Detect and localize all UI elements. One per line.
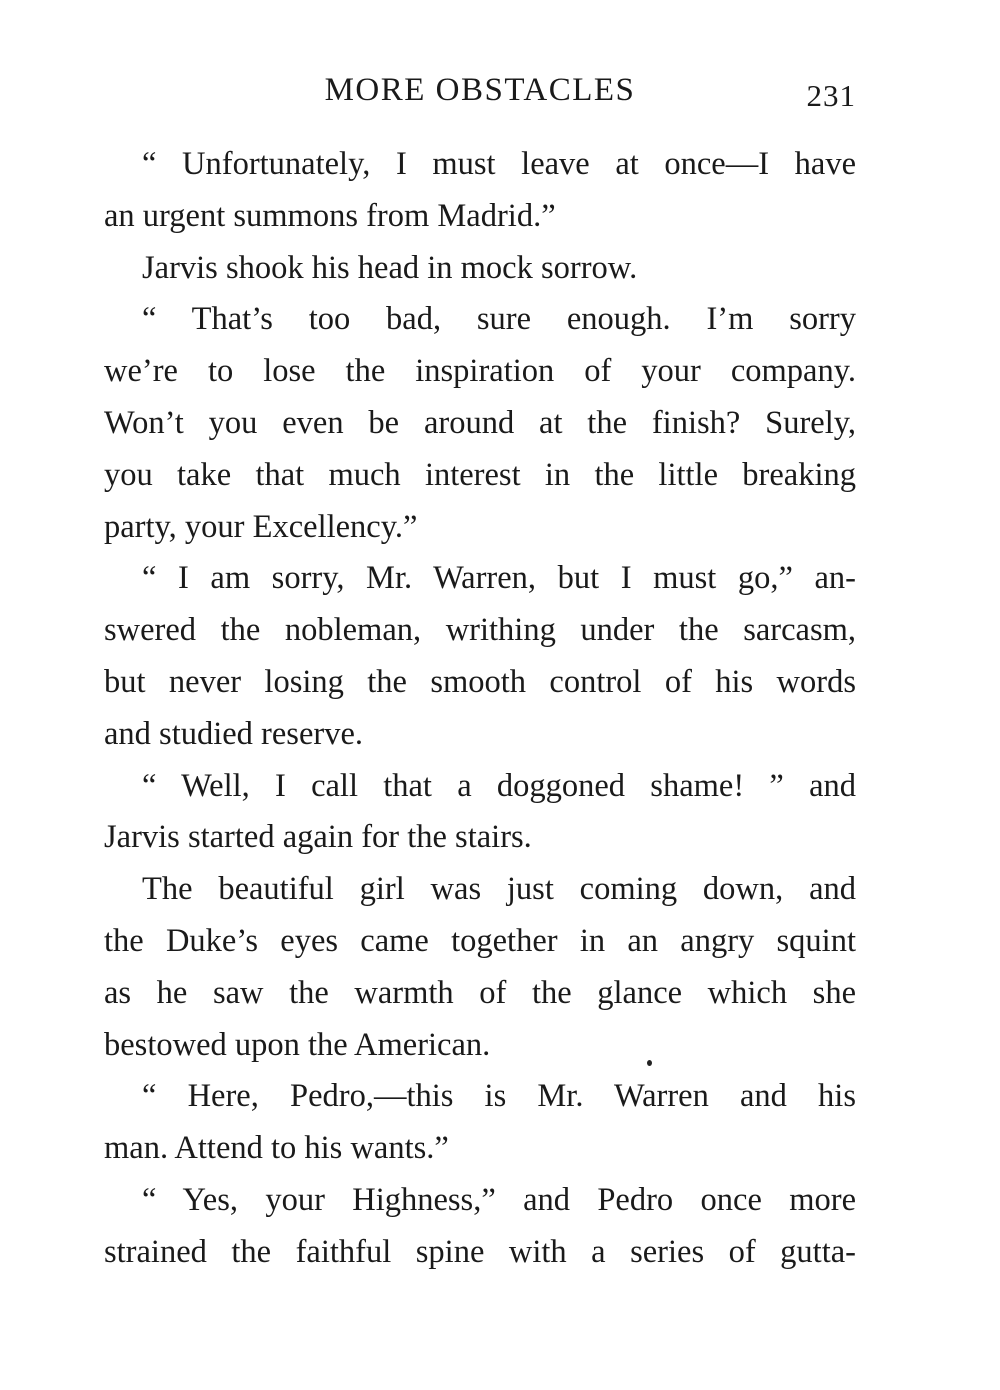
text-line: man. Attend to his wants.” [104,1130,449,1167]
text-line: and studied reserve. [104,715,364,752]
text-line: “ Here, Pedro,—this is Mr. Warren and his [142,1078,856,1115]
text-line: the Duke’s eyes came together in an angry squint [104,922,856,959]
text-line: “ That’s too bad, sure enough. I’m sorry [142,301,856,338]
running-title: MORE OBSTACLES [324,72,636,108]
text-line: “ Yes, your Highness,” and Pedro once more [142,1181,856,1218]
text-line: an urgent summons from Madrid.” [104,197,556,234]
text-line: “ I am sorry, Mr. Warren, but I must go,” an- [142,560,856,597]
body-text [104,139,856,1279]
text-line: swered the nobleman, writhing under the sarcasm, [104,612,856,649]
text-line: party, your Excellency.” [104,508,418,545]
text-line: “ Unfortunately, I must leave at once—I have [142,146,856,182]
text-line: Jarvis started again for the stairs. [104,819,532,856]
page-number: 231 [806,78,856,113]
text-line: Won’t you even be around at the finish? Surely, [104,404,856,441]
running-head [104,72,856,122]
text-line: bestowed upon the American. [104,1026,491,1063]
text-line: you take that much interest in the little breaking [104,456,856,493]
text-line: Jarvis shook his head in mock sorrow. [142,249,638,286]
text-line: strained the faithful spine with a series of gutta- [104,1233,856,1270]
text-line: as he saw the warmth of the glance which she [104,974,856,1011]
text-line: The beautiful girl was just coming down, and [142,871,856,908]
text-line: we’re to lose the inspiration of your company. [104,353,856,390]
text-line: “ Well, I call that a doggoned shame! ” and [142,767,856,804]
text-line: but never losing the smooth control of his words [104,663,856,700]
print-speck [647,1060,652,1066]
